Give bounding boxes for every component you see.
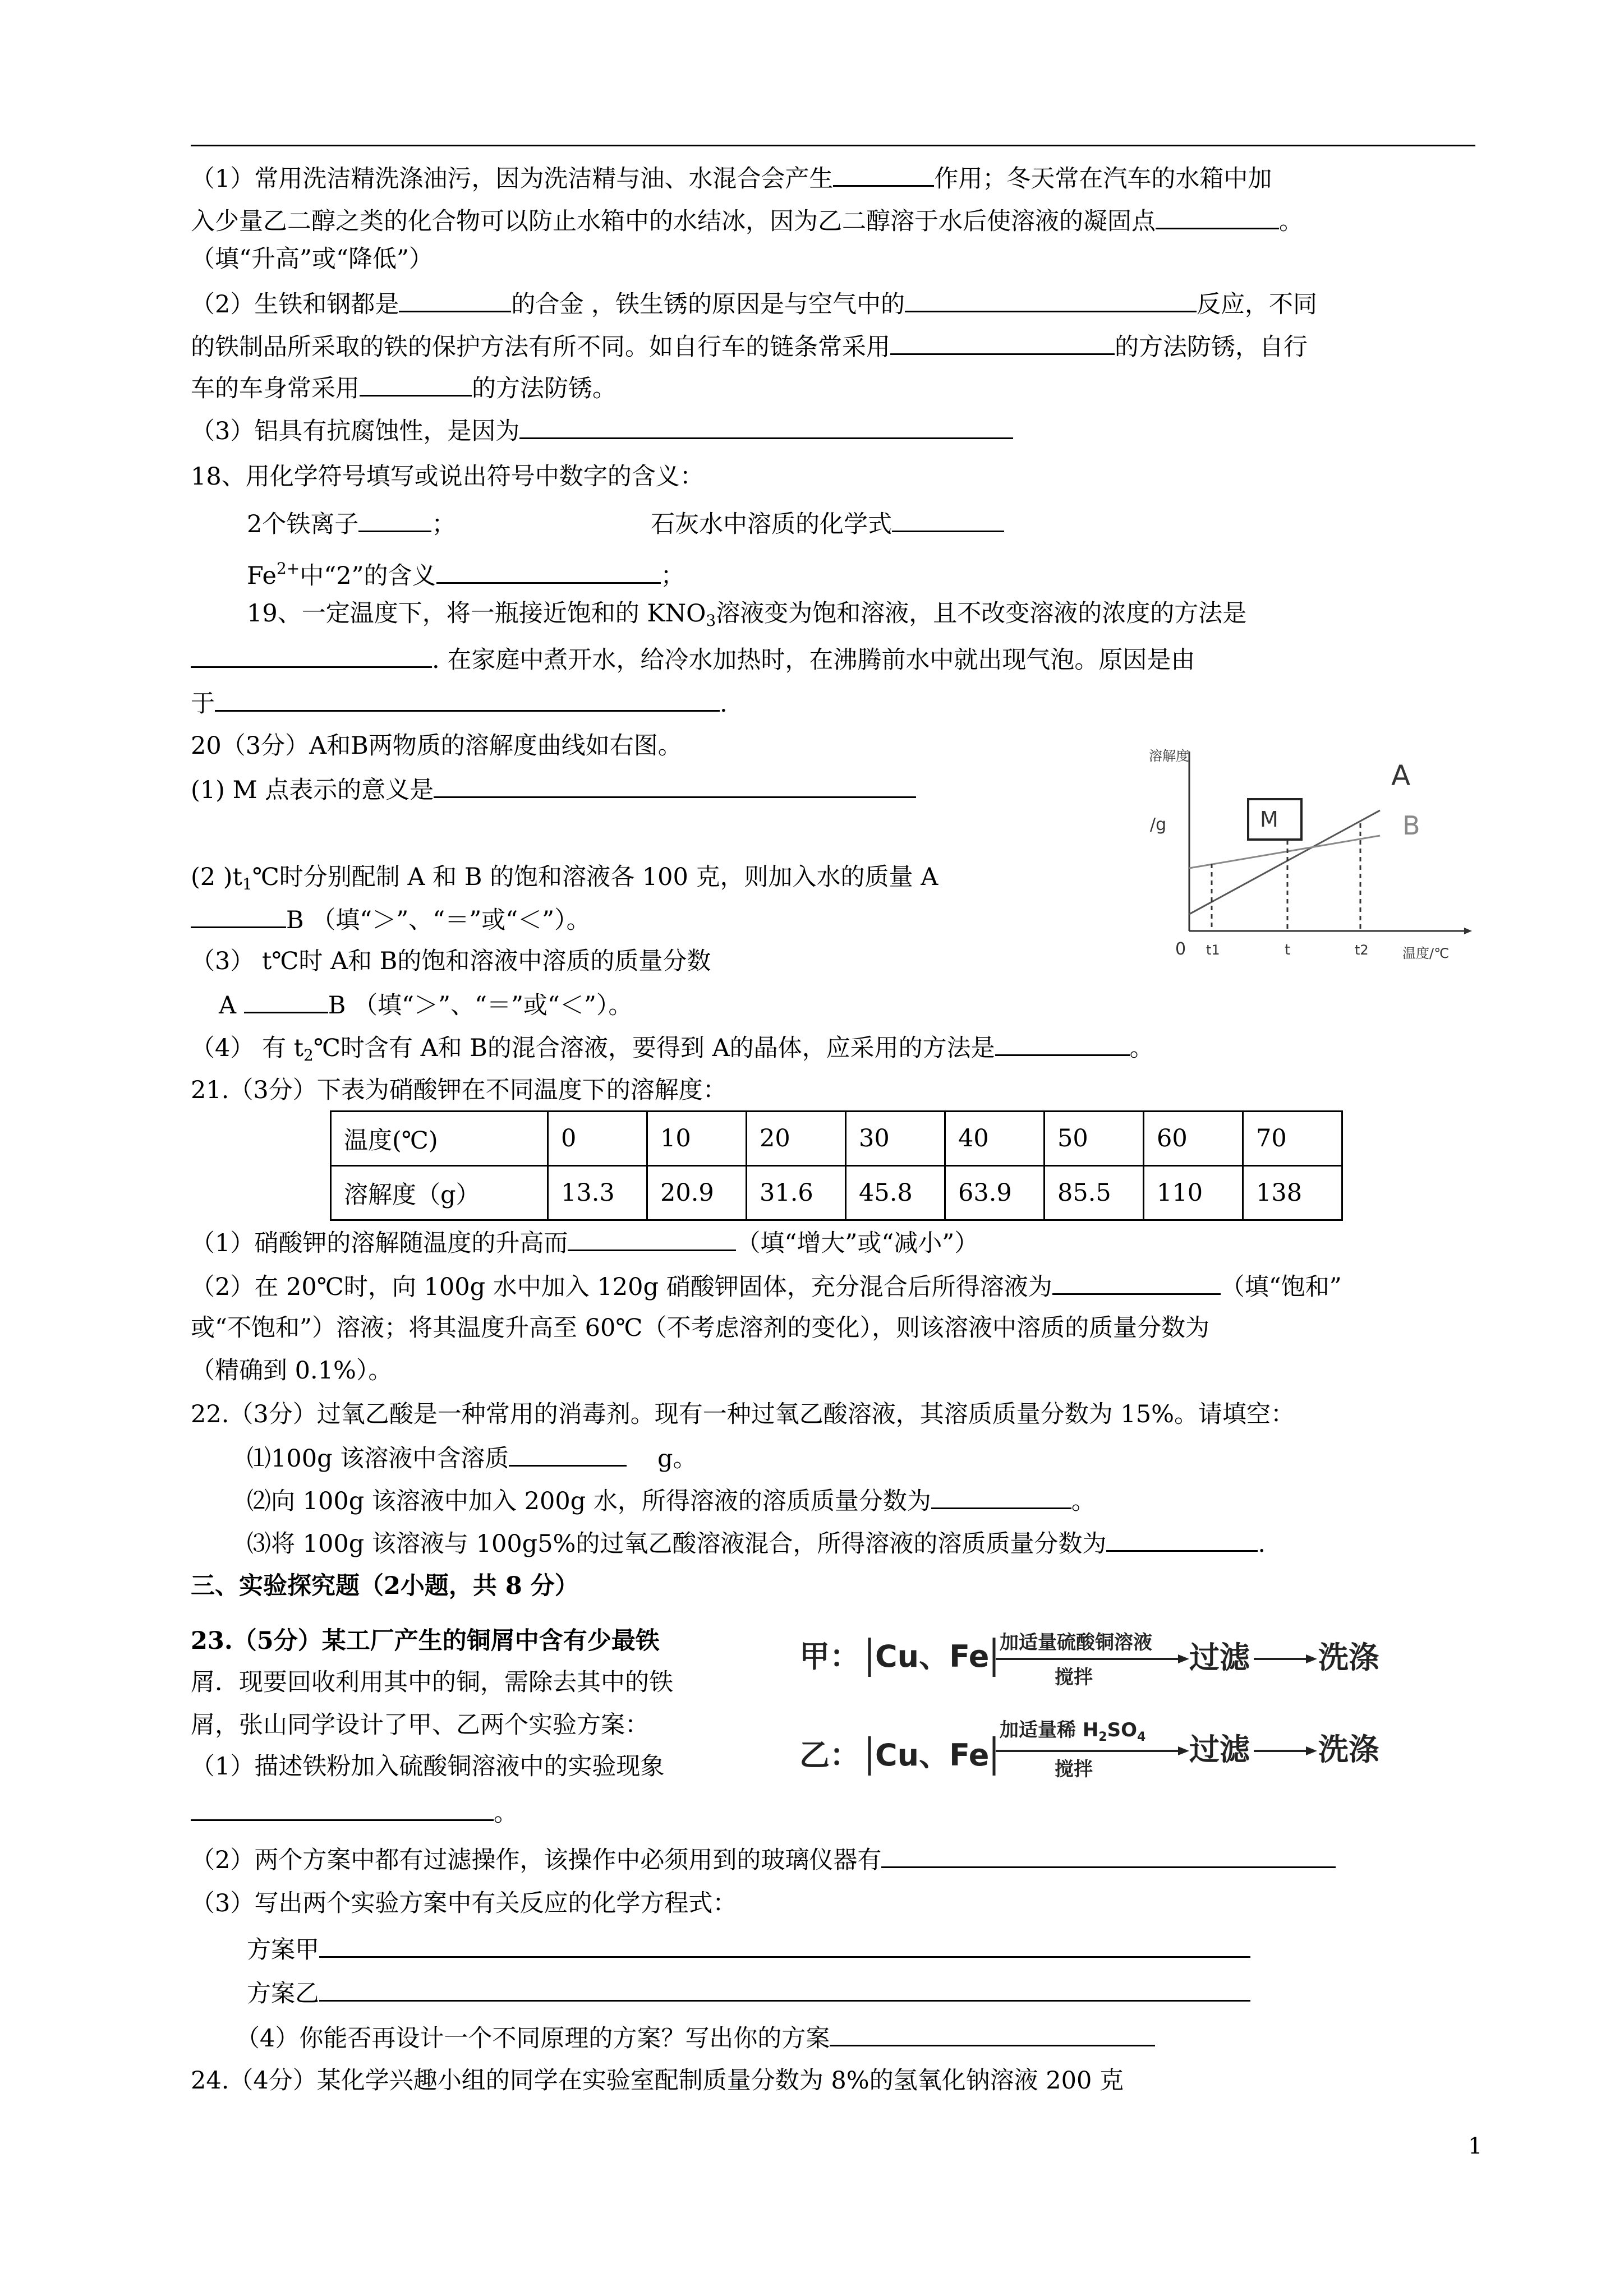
q21-line3: 或“不饱和”）溶液；将其温度升高至 60℃（不考虑溶剂的变化），则该溶液中溶质的质量分数为 bbox=[191, 1314, 1209, 1342]
q19-line2: . 在家庭中煮开水，给冷水加热时，在沸腾前水中就出现气泡。原因是由 bbox=[191, 642, 1195, 677]
q19-line3: 于 . bbox=[191, 685, 728, 721]
section-3-title: 三、实验探究题（2小题，共 8 分） bbox=[191, 1572, 579, 1600]
answer-blank[interactable] bbox=[358, 506, 431, 532]
answer-blank[interactable] bbox=[215, 685, 720, 712]
answer-blank[interactable] bbox=[191, 1795, 494, 1821]
origin-label: 0 bbox=[1175, 939, 1186, 959]
table-cell: 85.5 bbox=[1045, 1166, 1144, 1220]
solubility-table bbox=[330, 1110, 1343, 1221]
q21-title: 21.（3分）下表为硝酸钾在不同温度下的溶解度： bbox=[191, 1076, 727, 1104]
table-row bbox=[331, 1112, 1342, 1166]
table-cell: 20.9 bbox=[647, 1166, 747, 1220]
q20-line1: (1) M 点表示的意义是 bbox=[191, 772, 916, 807]
q20-line3: B （填“＞”、“＝”或“＜”）。 bbox=[191, 902, 591, 937]
q22-title: 22.（3分）过氧乙酸是一种常用的消毒剂。现有一种过氧乙酸溶液，其溶质质量分数为 15%。请填空： bbox=[191, 1400, 1295, 1428]
answer-blank[interactable] bbox=[881, 1842, 1336, 1868]
q22-line3: ⑶将 100g 该溶液与 100g5%的过氧乙酸溶液混合，所得溶液的溶质质量分数为 . bbox=[247, 1525, 1266, 1561]
q19-line1: 19、一定温度下，将一瓶接近饱和的 $KNO_3$溶液变为饱和溶液，且不改变溶液的浓度的方法是 bbox=[247, 600, 1247, 630]
answer-blank[interactable] bbox=[931, 1483, 1071, 1509]
table-cell: 20 bbox=[747, 1112, 846, 1166]
scheme-yi-filter: 过滤 bbox=[1189, 1732, 1250, 1767]
q23-line1: 23.（5分）某工厂产生的铜屑中含有少最铁 bbox=[191, 1627, 660, 1655]
answer-blank[interactable] bbox=[905, 286, 1197, 312]
scheme-yi-wash: 洗涤 bbox=[1318, 1732, 1379, 1767]
q23-line5: 。 bbox=[191, 1795, 518, 1830]
t1-label: t1 bbox=[1206, 942, 1220, 958]
point-m-label: M bbox=[1260, 807, 1278, 832]
table-cell: 0 bbox=[548, 1112, 647, 1166]
scheme-jia-stir: 搅拌 bbox=[1055, 1666, 1093, 1689]
table-cell: 温度(℃) bbox=[331, 1112, 548, 1166]
answer-blank[interactable] bbox=[1052, 1269, 1221, 1295]
table-cell: 30 bbox=[846, 1112, 945, 1166]
table-cell: 110 bbox=[1144, 1166, 1243, 1220]
q20-title: 20（3分）A和B两物质的溶解度曲线如右图。 bbox=[191, 732, 682, 760]
answer-blank[interactable] bbox=[509, 1440, 627, 1467]
scheme-jia-reagent: 加适量硫酸铜溶液 bbox=[1000, 1631, 1152, 1654]
table-cell: 50 bbox=[1045, 1112, 1144, 1166]
q23-line7: （3）写出两个实验方案中有关反应的化学方程式： bbox=[191, 1889, 737, 1917]
label-a: A bbox=[1391, 759, 1411, 792]
q22-line1: ⑴100g 该溶液中含溶质 g。 bbox=[247, 1440, 697, 1476]
answer-blank[interactable] bbox=[360, 370, 472, 397]
scheme-yi-reactants: Cu、Fe bbox=[875, 1737, 990, 1773]
answer-blank[interactable] bbox=[833, 160, 934, 187]
q21-line2: （2）在 20℃时，向 100g 水中加入 120g 硝酸钾固体，充分混合后所得溶液为 （填“饱和” bbox=[191, 1269, 1342, 1304]
experiment-scheme-figure bbox=[797, 1621, 1447, 1806]
answer-blank[interactable] bbox=[399, 286, 511, 312]
table-cell: 31.6 bbox=[747, 1166, 846, 1220]
t-label: t bbox=[1285, 942, 1291, 958]
scheme-yi-stir: 搅拌 bbox=[1055, 1758, 1093, 1781]
answer-blank[interactable] bbox=[191, 902, 286, 928]
answer-blank[interactable] bbox=[830, 2020, 1155, 2046]
q23-line3: 屑，张山同学设计了甲、乙两个实验方案： bbox=[191, 1711, 649, 1739]
solubility-curve-figure bbox=[1144, 746, 1475, 965]
table-row bbox=[331, 1166, 1342, 1220]
answer-blank[interactable] bbox=[1156, 203, 1279, 229]
q17-line6: 车的车身常采用 的方法防锈。 bbox=[191, 370, 617, 405]
x-label: 温度/℃ bbox=[1402, 946, 1450, 961]
q21-line1: （1）硝酸钾的溶解随温度的升高而 （填“增大”或“减小”） bbox=[191, 1225, 978, 1260]
q17-line4: （2）生铁和钢都是 的合金 ，铁生锈的原因是与空气中的 反应，不同 bbox=[191, 286, 1317, 321]
q23-line10: （4）你能否再设计一个不同原理的方案？写出你的方案 bbox=[236, 2020, 1155, 2055]
y-label-top: 溶解度 bbox=[1149, 748, 1189, 764]
answer-blank[interactable] bbox=[319, 1931, 1250, 1958]
answer-blank[interactable] bbox=[191, 642, 432, 668]
answer-blank[interactable] bbox=[244, 987, 328, 1013]
table-cell: 60 bbox=[1144, 1112, 1243, 1166]
answer-blank[interactable] bbox=[995, 1030, 1130, 1056]
q20-line6: （4） 有 $t_2℃$时含有 A和 B的混合溶液，要得到 A的晶体，应采用的方法是 。 bbox=[191, 1030, 1154, 1072]
q20-line4: （3） t℃时 A和 B的饱和溶液中溶质的质量分数 bbox=[191, 947, 711, 975]
scheme-jia-reactants: Cu、Fe bbox=[875, 1639, 990, 1674]
q17-line5: 的铁制品所采取的铁的保护方法有所不同。如自行车的链条常采用 的方法防锈，自行 bbox=[191, 329, 1308, 364]
q22-line2: ⑵向 100g 该溶液中加入 200g 水，所得溶液的溶质质量分数为 。 bbox=[247, 1483, 1096, 1518]
table-cell: 70 bbox=[1243, 1112, 1342, 1166]
answer-blank[interactable] bbox=[890, 329, 1115, 355]
answer-blank[interactable] bbox=[568, 1225, 736, 1251]
q23-line6: （2）两个方案中都有过滤操作，该操作中必须用到的玻璃仪器有 bbox=[191, 1842, 1336, 1877]
q23-line2: 屑．现要回收利用其中的铜，需除去其中的铁 bbox=[191, 1668, 673, 1696]
q24-line1: 24.（4分）某化学兴趣小组的同学在实验室配制质量分数为 8%的氢氧化钠溶液 200 克 bbox=[191, 2067, 1124, 2095]
header-rule bbox=[191, 145, 1475, 146]
answer-blank[interactable] bbox=[892, 506, 1004, 532]
page-number: 1 bbox=[1468, 2133, 1483, 2159]
q23-line4: （1）描述铁粉加入硫酸铜溶液中的实验现象 bbox=[191, 1753, 665, 1781]
table-cell: 63.9 bbox=[945, 1166, 1045, 1220]
q18-line1b: 石灰水中溶质的化学式 bbox=[651, 506, 1004, 541]
scheme-jia-wash: 洗涤 bbox=[1318, 1640, 1379, 1675]
table-cell: 13.3 bbox=[548, 1166, 647, 1220]
q23-line9: 方案乙 bbox=[247, 1975, 1250, 2011]
answer-blank[interactable] bbox=[319, 1975, 1250, 2002]
q18-line1: 2个铁离子 ； bbox=[247, 506, 456, 541]
t2-label: t2 bbox=[1355, 942, 1369, 958]
q23-line8: 方案甲 bbox=[247, 1931, 1250, 1967]
q20-line5: A B （填“＞”、“＝”或“＜”）。 bbox=[219, 987, 632, 1022]
answer-blank[interactable] bbox=[436, 557, 661, 584]
table-cell: 45.8 bbox=[846, 1166, 945, 1220]
scheme-yi-reagent: 加适量稀 $H_2SO_4$ bbox=[1000, 1719, 1146, 1744]
table-cell: 40 bbox=[945, 1112, 1045, 1166]
answer-blank[interactable] bbox=[434, 772, 916, 798]
q17-line7: （3）铝具有抗腐蚀性，是因为 bbox=[191, 413, 1013, 448]
q18-line2: $Fe^{2+}$中“2”的含义 ； bbox=[247, 552, 685, 593]
label-b: B bbox=[1402, 810, 1420, 841]
q17-line3: （填“升高”或“降低”） bbox=[191, 245, 433, 273]
y-label-unit: /g bbox=[1150, 815, 1167, 835]
answer-blank[interactable] bbox=[1106, 1525, 1258, 1552]
q17-line1: （1）常用洗洁精洗涤油污，因为洗洁精与油、水混合会产生 作用；冬天常在汽车的水箱中加 bbox=[191, 160, 1272, 196]
scheme-jia-label: 甲： bbox=[799, 1639, 860, 1674]
answer-blank[interactable] bbox=[519, 413, 1013, 439]
table-cell: 溶解度（g） bbox=[331, 1166, 548, 1220]
q17-line2: 入少量乙二醇之类的化合物可以防止水箱中的水结冰，因为乙二醇溶于水后使溶液的凝固点 。 bbox=[191, 203, 1303, 238]
scheme-yi-label: 乙： bbox=[799, 1737, 860, 1773]
scheme-jia-filter: 过滤 bbox=[1189, 1640, 1250, 1675]
table-cell: 138 bbox=[1243, 1166, 1342, 1220]
q18-title: 18、用化学符号填写或说出符号中数字的含义： bbox=[191, 463, 704, 491]
q20-line2: (2 )$t_1℃$时分别配制 A 和 B 的饱和溶液各 100 克，则加入水的质量 A bbox=[191, 863, 938, 893]
table-cell: 10 bbox=[647, 1112, 747, 1166]
q21-line4: （精确到 0.1%）。 bbox=[191, 1357, 393, 1385]
